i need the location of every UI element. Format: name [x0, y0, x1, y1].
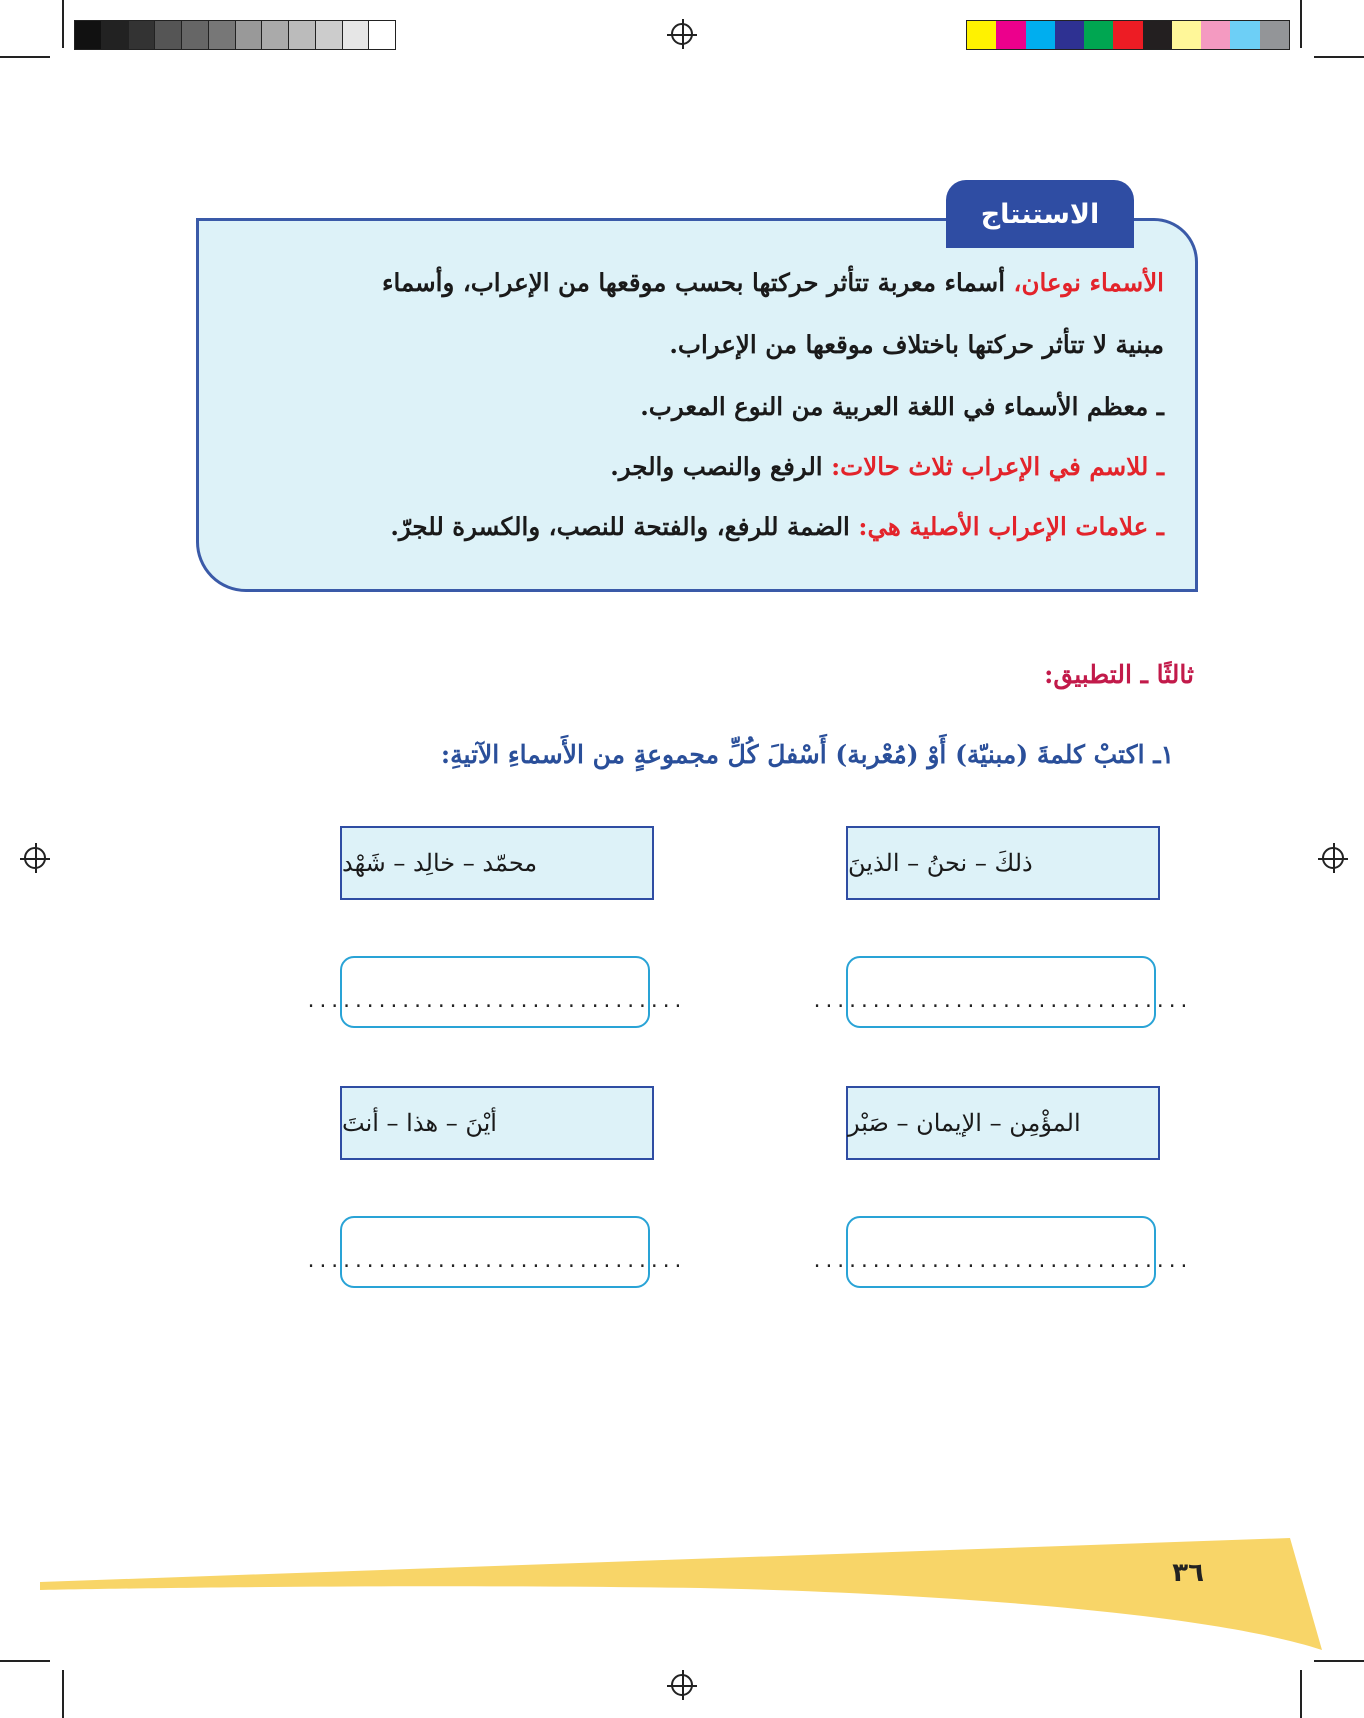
answer-dots: ................................: [305, 1251, 685, 1272]
conclusion-text: الضمة للرفع، والفتحة للنصب، والكسرة للجرّ.: [390, 512, 859, 541]
crop-mark: [0, 1660, 50, 1662]
conclusion-text: الرفع والنصب والجر.: [610, 452, 832, 481]
word-group-text: أيْنَ – هذا – أنتَ: [342, 1109, 497, 1137]
conclusion-line: [214, 392, 1164, 421]
conclusion-line: [214, 268, 1164, 297]
conclusion-text: مبنية لا تتأثر حركتها باختلاف موقعها من الإعراب.: [669, 330, 1164, 359]
color-registration-bar: [966, 20, 1290, 50]
answer-field[interactable]: [811, 956, 1191, 1028]
registration-mark-icon: [24, 847, 46, 869]
answer-field[interactable]: [305, 1216, 685, 1288]
registration-mark-icon: [671, 23, 693, 45]
conclusion-text: أسماء معربة تتأثر حركتها بحسب موقعها من الإعراب، وأسماء: [381, 268, 1014, 297]
answer-dots: ................................: [811, 991, 1191, 1012]
word-group-box: [846, 826, 1160, 900]
crop-mark: [62, 0, 64, 48]
conclusion-highlight: ـ للاسم في الإعراب ثلاث حالات:: [831, 452, 1164, 481]
answer-dots: ................................: [811, 1251, 1191, 1272]
answer-field[interactable]: [305, 956, 685, 1028]
conclusion-line: [214, 330, 1164, 359]
word-group-box: [846, 1086, 1160, 1160]
registration-mark-icon: [671, 1674, 693, 1696]
crop-mark: [1300, 1670, 1302, 1718]
conclusion-line: [214, 452, 1164, 481]
word-group-text: المؤْمِن – الإيمان – صَبْر: [848, 1109, 1081, 1137]
registration-mark-icon: [1322, 847, 1344, 869]
conclusion-tab-label: الاستنتاج: [980, 198, 1100, 230]
crop-mark: [1314, 56, 1364, 58]
page-number: ٣٦: [1172, 1558, 1204, 1588]
conclusion-line: [214, 512, 1164, 541]
word-group-text: ذلكَ – نحنُ – الذينَ: [848, 849, 1033, 877]
word-group-text: محمّد – خالِد – شَهْد: [342, 849, 538, 877]
conclusion-highlight: الأسماء نوعان،: [1013, 268, 1164, 297]
word-group-box: [340, 1086, 654, 1160]
crop-mark: [0, 56, 50, 58]
answer-field[interactable]: [811, 1216, 1191, 1288]
conclusion-text: ـ معظم الأسماء في اللغة العربية من النوع المعرب.: [640, 392, 1164, 421]
crop-mark: [1314, 1660, 1364, 1662]
footer-swoosh: [0, 1530, 1364, 1660]
grayscale-registration-bar: [74, 20, 396, 50]
crop-mark: [62, 1670, 64, 1718]
crop-mark: [1300, 0, 1302, 48]
word-group-box: [340, 826, 654, 900]
question-text: ١ـ اكتبْ كلمةَ (مبنيّة) أَوْ (مُعْربة) أَسْفلَ كُلِّ مجموعةٍ من الأَسماءِ الآتيةِ:: [440, 740, 1174, 769]
section-title: ثالثًا ـ التطبيق:: [1044, 660, 1194, 689]
conclusion-tab: [946, 180, 1134, 248]
conclusion-highlight: ـ علامات الإعراب الأصلية هي:: [858, 512, 1164, 541]
answer-dots: ................................: [305, 991, 685, 1012]
